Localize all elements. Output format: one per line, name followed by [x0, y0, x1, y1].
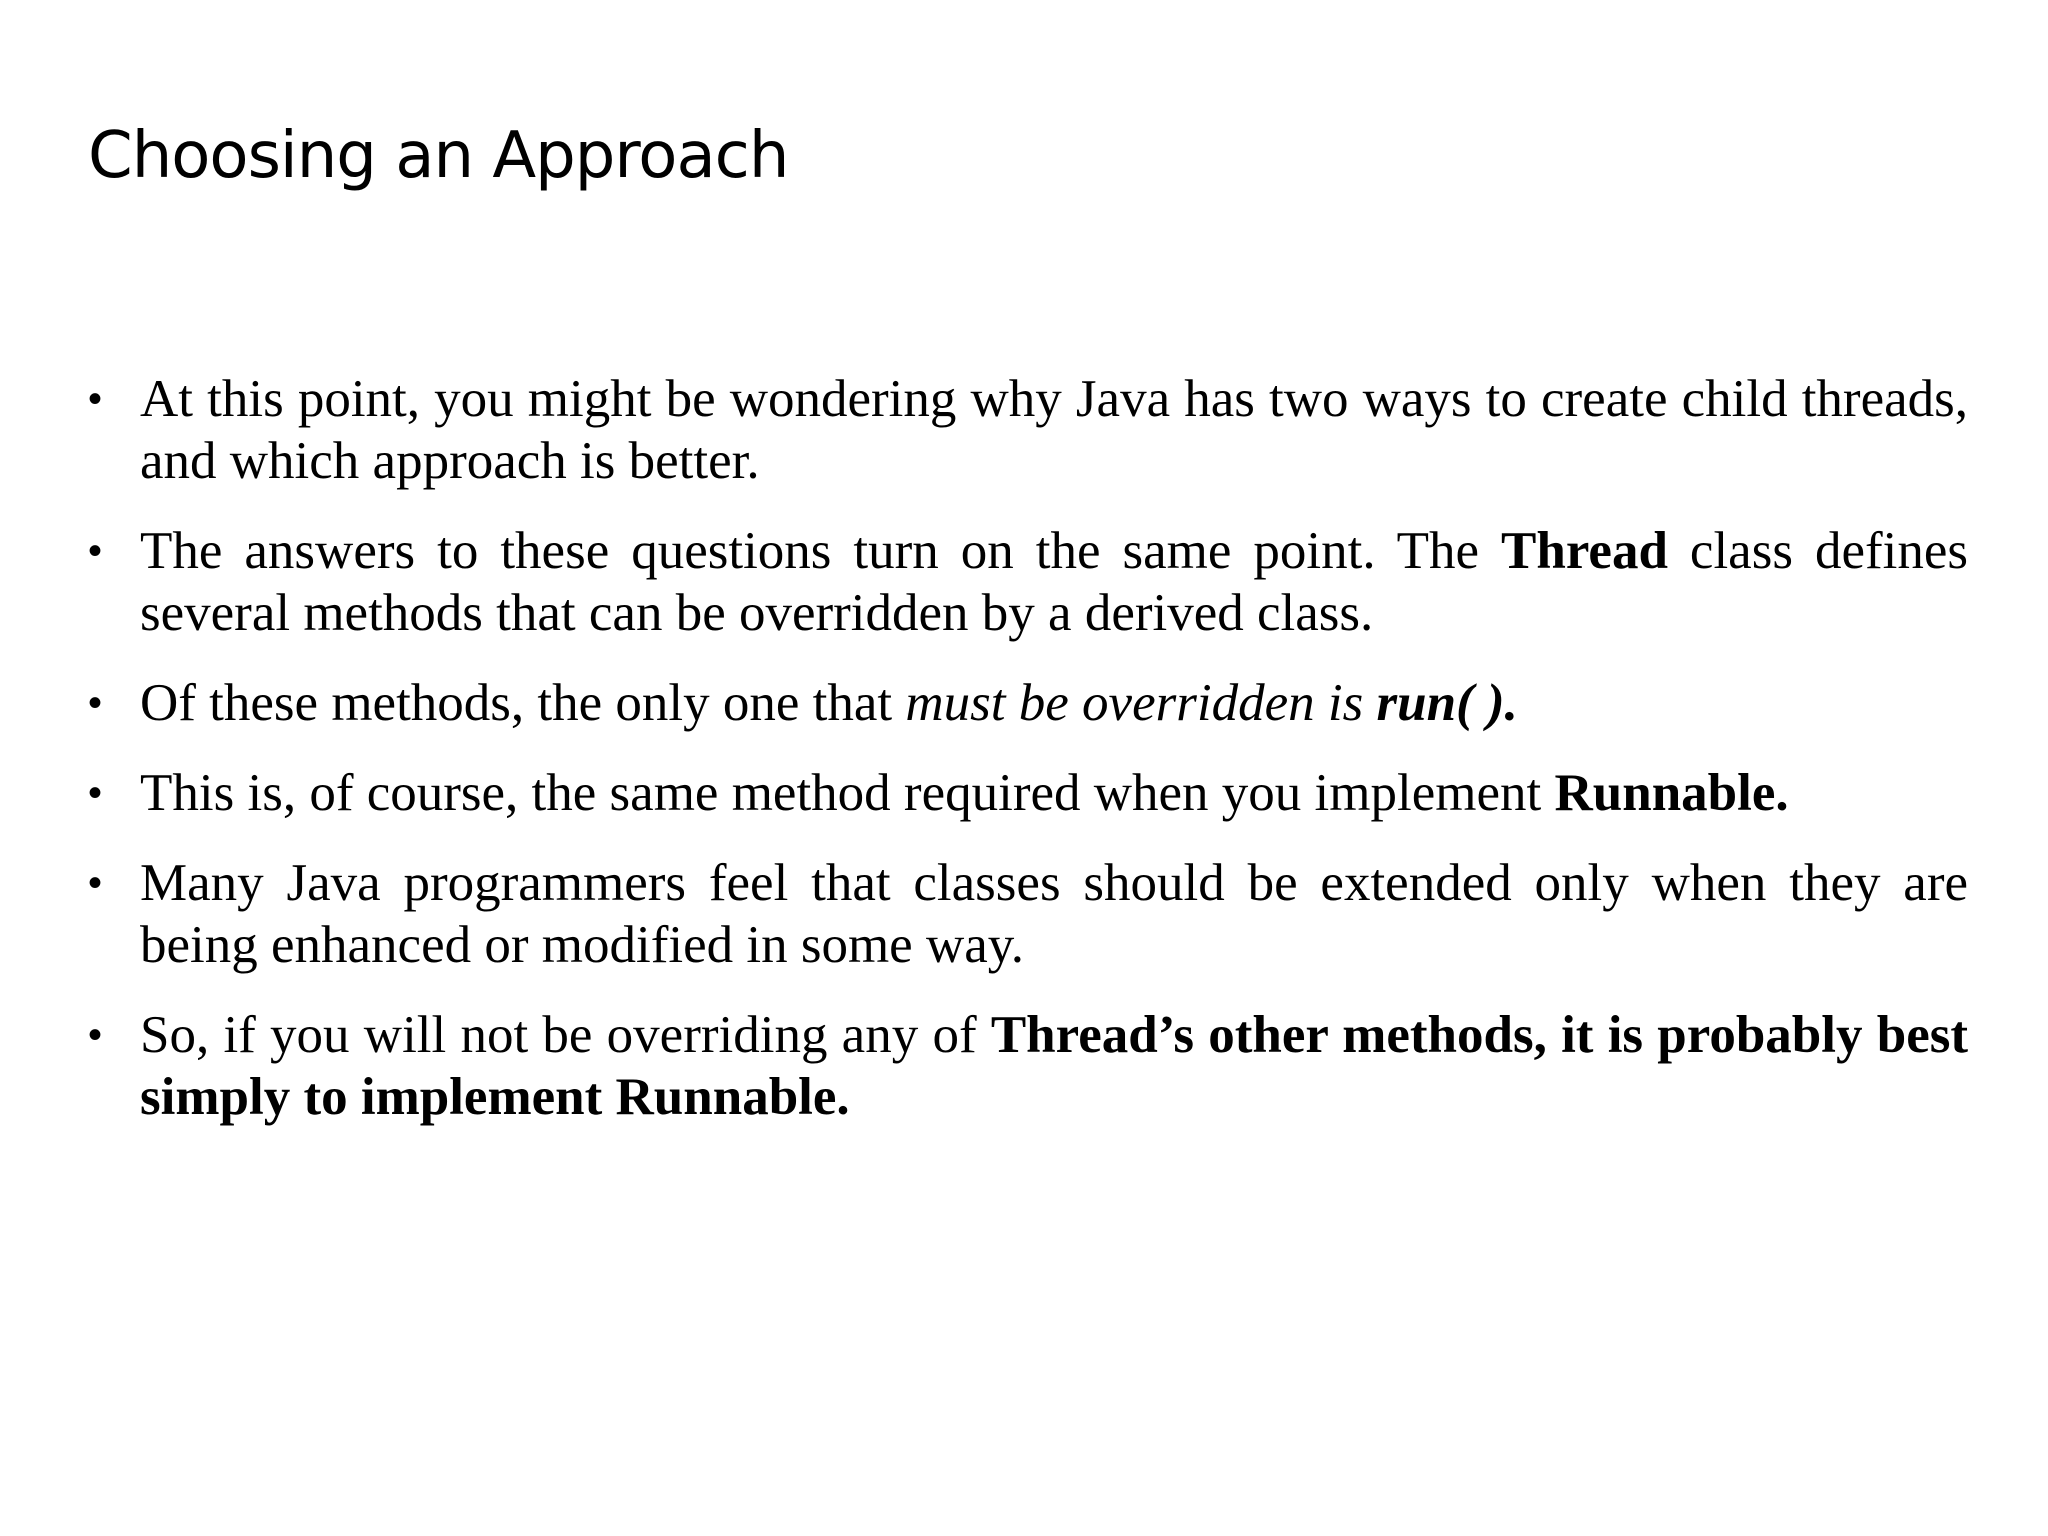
- bullet-text-bold: Thread’s other methods, it is probably best simply to implement Runnable.: [140, 1006, 1968, 1126]
- bullet-list: [88, 368, 1968, 1156]
- bullet-item-3: [88, 672, 1968, 734]
- bullet-text-italic: must be overridden is: [905, 674, 1377, 732]
- bullet-item-2: [88, 520, 1968, 644]
- slide-title: Choosing an Approach: [88, 119, 789, 193]
- bullet-marker: •: [88, 861, 103, 905]
- bullet-item-1: [88, 368, 1968, 492]
- bullet-text: At this point, you might be wondering why Java has two ways to create child threads, and which approach is better.: [140, 370, 1968, 490]
- bullet-text: The answers to these questions turn on the same point. The: [140, 522, 1502, 580]
- bullet-item-4: [88, 762, 1968, 824]
- bullet-marker: •: [88, 1013, 103, 1057]
- bullet-marker: •: [88, 771, 103, 815]
- bullet-marker: •: [88, 681, 103, 725]
- bullet-text: This is, of course, the same method required when you implement: [140, 764, 1555, 822]
- bullet-marker: •: [88, 529, 103, 573]
- bullet-item-5: [88, 852, 1968, 976]
- bullet-text-bold: Thread: [1501, 522, 1668, 580]
- bullet-item-6: [88, 1004, 1968, 1128]
- bullet-marker: •: [88, 377, 103, 421]
- bullet-text: Many Java programmers feel that classes should be extended only when they are being enhanced or modified in some way.: [140, 854, 1968, 974]
- bullet-text: Of these methods, the only one that: [140, 674, 906, 732]
- bullet-text-bold-italic: run( ).: [1376, 674, 1518, 732]
- bullet-text-bold: Runnable.: [1554, 764, 1789, 822]
- bullet-text: So, if you will not be overriding any of: [140, 1006, 991, 1064]
- bullet-text: class defines several methods that can be overridden by a derived class.: [140, 522, 1968, 642]
